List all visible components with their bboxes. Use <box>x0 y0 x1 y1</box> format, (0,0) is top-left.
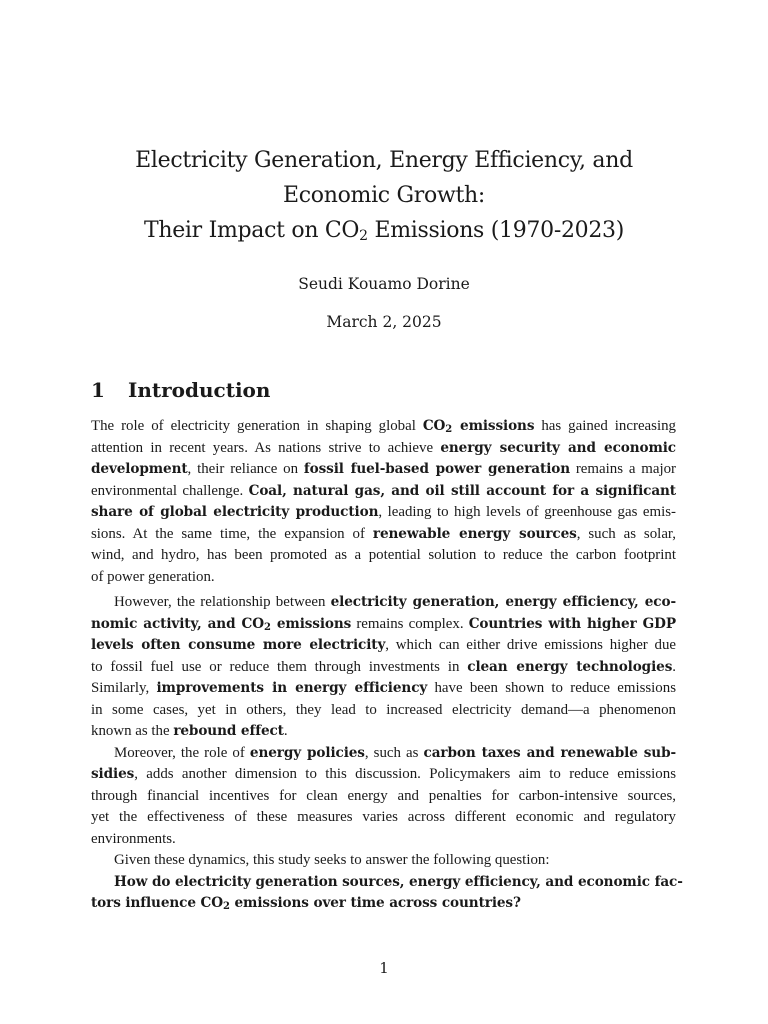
bold-text: rebound effect <box>173 723 284 739</box>
text: CO <box>422 418 446 434</box>
bold-text <box>91 616 351 632</box>
text: remains complex. <box>351 615 469 632</box>
text: , such as <box>364 744 424 761</box>
page-number: 1 <box>379 959 389 977</box>
section-number: 1 <box>91 378 105 402</box>
section-title: Introduction <box>128 378 271 402</box>
bold-text: energy security and economic <box>440 439 676 456</box>
text: to fossil fuel use or reduce them through investments in <box>91 658 468 675</box>
bold-text: Coal, natural gas, and oil still account for a significant <box>248 482 676 499</box>
text: emissions over time across countries? <box>229 895 521 911</box>
paragraph-1-line <box>91 524 676 546</box>
paragraph-2-line: in some cases, yet in others, they lead to increased electricity demand—a phenomenon <box>91 701 676 718</box>
subscript: 2 <box>223 901 230 912</box>
text: . <box>672 658 676 675</box>
text: Moreover, the role of <box>114 744 250 761</box>
section-heading <box>91 376 270 404</box>
author-name: Seudi Kouamo Dorine <box>298 275 470 293</box>
bold-text: clean energy technologies <box>467 658 673 675</box>
text: , which can either drive emissions higher due <box>385 637 677 653</box>
bold-text: fossil fuel-based power generation <box>303 461 571 477</box>
paragraph-1-line <box>91 502 676 524</box>
paragraph-2-line <box>91 635 676 657</box>
text: , leading to high levels of greenhouse gas emis- <box>378 504 676 520</box>
paragraph-1-line <box>91 459 676 481</box>
paragraph-2-line <box>114 592 676 614</box>
subscript: 2 <box>263 621 271 633</box>
text: Similarly, <box>91 680 157 696</box>
text: nomic activity, and CO <box>91 615 264 632</box>
research-question-line <box>114 872 683 894</box>
text: . <box>283 723 288 739</box>
text: have been shown to reduce emissions <box>427 680 676 696</box>
text: known as the <box>91 723 174 739</box>
text: , their reliance on <box>187 461 304 477</box>
bold-text: improvements in energy efficiency <box>156 680 428 696</box>
publication-date: March 2, 2025 <box>326 313 442 331</box>
bold-text: carbon taxes and renewable sub- <box>423 744 677 761</box>
paragraph-2-line <box>91 657 676 679</box>
text: environmental challenge. <box>91 482 249 499</box>
paragraph-2-line <box>91 721 676 743</box>
text: , such as solar, <box>576 525 677 542</box>
bold-text: How do electricity generation sources, energy efficiency, and economic fac- <box>114 873 683 890</box>
bold-text: development <box>91 461 188 477</box>
paragraph-1-line: wind, and hydro, has been promoted as a potential solution to reduce the carbon footprint <box>91 547 676 563</box>
research-question-line <box>91 893 676 915</box>
text: tors influence CO <box>91 895 223 911</box>
text: remains a major <box>570 461 676 477</box>
paragraph-1-line: of power generation. <box>91 568 215 585</box>
paragraph-4-line: Given these dynamics, this study seeks to answer the following question: <box>114 852 550 868</box>
paragraph-1-line <box>91 416 676 438</box>
paragraph-2-line <box>91 678 676 700</box>
bold-text: share of global electricity production <box>91 504 379 520</box>
title-text: Their Impact on CO <box>143 218 360 243</box>
title-line-1: Electricity Generation, Energy Efficiency, and <box>135 148 633 173</box>
text: sions. At the same time, the expansion of <box>91 525 373 542</box>
bold-text: Countries with higher GDP <box>468 615 676 632</box>
bold-text <box>91 895 521 911</box>
bold-text: energy policies <box>249 744 365 761</box>
bold-text: sidies <box>91 766 135 782</box>
text: has gained increasing <box>534 418 676 434</box>
subscript: 2 <box>445 424 453 435</box>
paragraph-1-line <box>91 438 676 460</box>
text: emissions <box>270 615 352 632</box>
paragraph-3-line <box>114 743 676 765</box>
bold-text: electricity generation, energy efficiency, eco- <box>330 594 676 610</box>
paragraph-3-line: environments. <box>91 830 176 847</box>
paragraph-3-line: yet the effectiveness of these measures varies across different economic and regulatory <box>91 809 676 825</box>
bold-text: levels often consume more electricity <box>91 637 386 653</box>
text: The role of electricity generation in shaping global <box>91 418 423 434</box>
paper-title <box>0 143 768 248</box>
title-subscript: 2 <box>359 228 368 244</box>
paragraph-2-line <box>91 614 676 636</box>
title-line-2: Economic Growth: <box>282 183 486 208</box>
title-text: Emissions (1970-2023) <box>367 218 625 243</box>
paragraph-3-line <box>91 764 676 786</box>
title-line-3 <box>0 213 768 248</box>
text: However, the relationship between <box>114 594 331 610</box>
paragraph-1-line <box>91 481 676 503</box>
text: , adds another dimension to this discussion. Policymakers aim to reduce emissions <box>134 766 676 782</box>
bold-text: renewable energy sources <box>372 525 577 542</box>
paragraph-3-line: through financial incentives for clean energy and penalties for carbon-intensive sources, <box>91 787 676 804</box>
bold-text <box>423 418 535 434</box>
text: attention in recent years. As nations strive to achieve <box>91 439 441 456</box>
text: emissions <box>452 418 535 434</box>
